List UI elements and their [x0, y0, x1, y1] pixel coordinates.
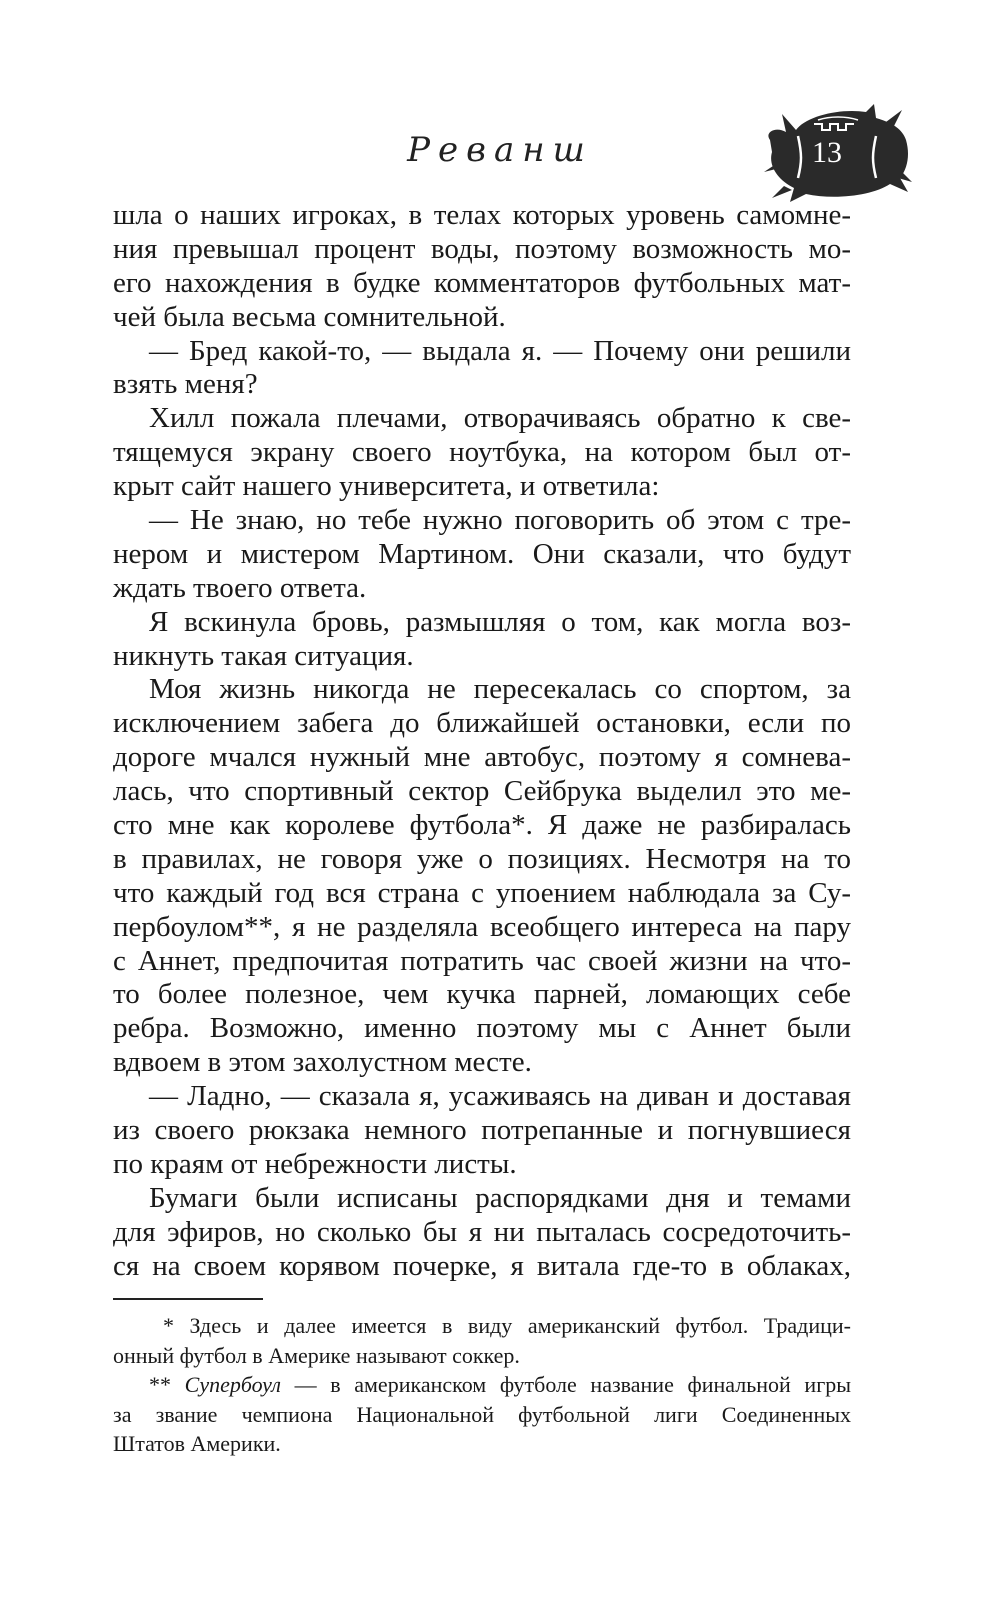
- text-line: ждать твоего ответа.: [113, 571, 367, 604]
- text-line: никнуть такая ситуация.: [113, 639, 414, 672]
- footnote-2-term: Супербоул: [184, 1372, 281, 1397]
- footnote-2-line: за звание чемпиона Национальной футбольной лиги Соединенных: [113, 1401, 851, 1427]
- text-line: — Ладно, — сказала я, усаживаясь на диван и доставая: [149, 1080, 851, 1113]
- text-line: крыт сайт нашего университета, и ответила:: [113, 470, 660, 503]
- footnote-2-line: Штатов Америки.: [113, 1431, 281, 1456]
- book-title: Реванш: [407, 130, 593, 170]
- text-line: — Не знаю, но тебе нужно поговорить об этом с тре-: [149, 504, 851, 537]
- text-line: исключением забега до ближайшей остановки, если по: [113, 707, 851, 740]
- text-line: то более полезное, чем кучка парней, ломающих себе: [113, 978, 851, 1011]
- text-line: Моя жизнь никогда не пересекалась со спортом, за: [149, 673, 851, 706]
- text-line: его нахождения в будке комментаторов футбольных мат-: [113, 266, 851, 299]
- footnote-1-line: * Здесь и далее имеется в виду американский футбол. Традици-: [163, 1313, 851, 1338]
- text-line: — Бред какой-то, — выдала я. — Почему они решили: [149, 334, 851, 367]
- footnote-2-marker: **: [149, 1372, 185, 1397]
- text-line: шла о наших игроках, в телах которых уровень самомне-: [113, 199, 851, 231]
- text-line: Хилл пожала плечами, отворачиваясь обратно к све-: [149, 402, 851, 435]
- body-text: [113, 199, 851, 1284]
- text-line: в правилах, не говоря уже о позициях. Несмотря на то: [113, 842, 851, 875]
- footnotes: [113, 1311, 851, 1459]
- footnote-2-definition: — в американском футболе название финальной игры: [280, 1372, 851, 1397]
- text-line: сто мне как королеве футбола*. Я даже не разбиралась: [113, 809, 851, 842]
- text-line: дороге мчался нужный мне автобус, поэтому я сомнева-: [113, 741, 851, 774]
- text-line: чей была весьма сомнительной.: [113, 300, 506, 333]
- text-line: лась, что спортивный сектор Сейбрука выделил это ме-: [113, 775, 851, 808]
- footnote-1-line: онный футбол в Америке называют соккер.: [113, 1342, 520, 1368]
- footnote-2-line: [113, 1370, 851, 1400]
- text-line: ся на своем корявом почерке, я витала где-то в облаках,: [113, 1249, 851, 1282]
- text-line: пербоулом**, я не разделяла всеобщего интереса на пару: [113, 910, 851, 943]
- footnote-divider: [113, 1298, 263, 1300]
- text-line: нером и мистером Мартином. Они сказали, что будут: [113, 537, 851, 570]
- text-line: по краям от небрежности листы.: [113, 1147, 517, 1180]
- text-line: ребра. Возможно, именно поэтому мы с Аннет были: [113, 1012, 851, 1045]
- text-line: Я вскинула бровь, размышляя о том, как могла воз-: [149, 605, 851, 638]
- text-line: из своего рюкзака немного потрепанные и погнувшиеся: [113, 1114, 851, 1147]
- text-line: что каждый год вся страна с упоением наблюдала за Су-: [113, 876, 851, 909]
- text-line: вдвоем в этом захолустном месте.: [113, 1046, 532, 1079]
- page-number: 13: [812, 136, 842, 169]
- text-line: взять меня?: [113, 368, 258, 401]
- text-line: ния превышал процент воды, поэтому возможность мо-: [113, 232, 851, 265]
- text-line: для эфиров, но сколько бы я ни пыталась сосредоточить-: [113, 1215, 851, 1248]
- text-line: тящемуся экрану своего ноутбука, на котором был от-: [113, 436, 851, 469]
- text-line: Бумаги были исписаны распорядками дня и темами: [149, 1181, 851, 1214]
- text-line: с Аннет, предпочитая потратить час своей жизни на что-: [113, 944, 851, 977]
